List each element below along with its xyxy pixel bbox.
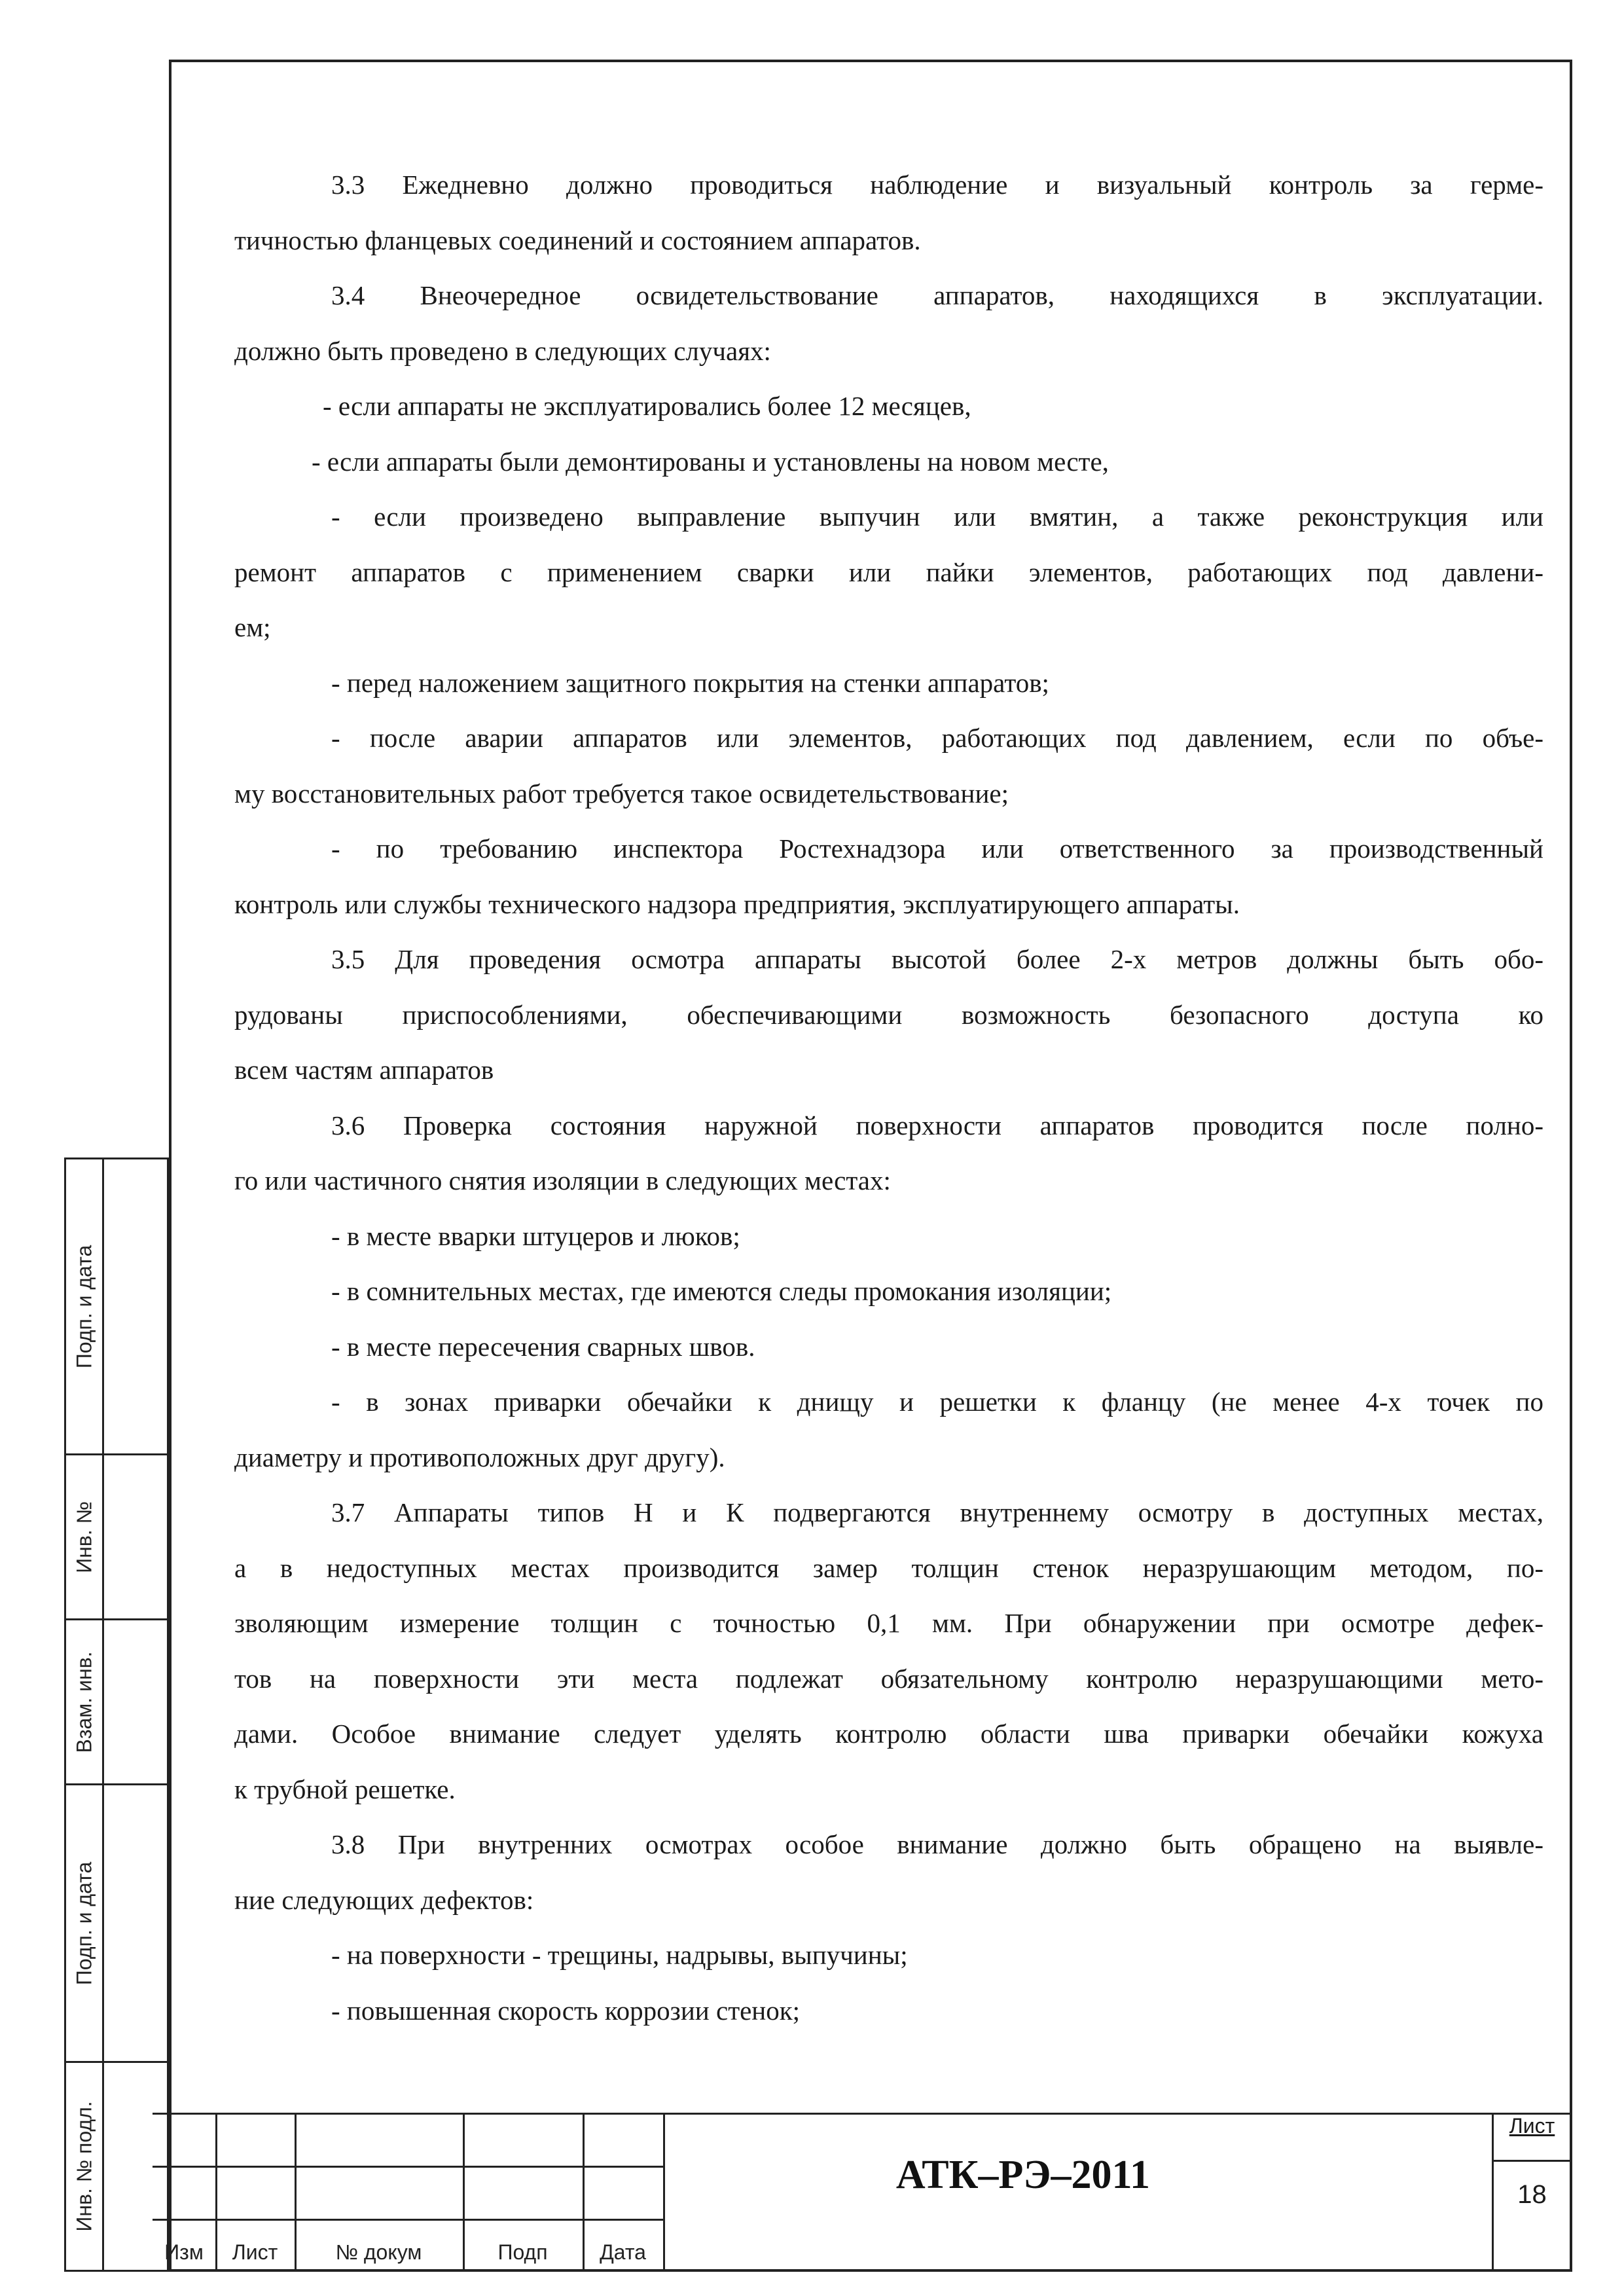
list-item: - повышенная скорость коррозии стенок;: [331, 1995, 801, 2026]
paragraph-3-7-line: к трубной решетке.: [234, 1774, 456, 1804]
paragraph-3-5-line: всем частям аппаратов: [234, 1055, 494, 1085]
sheet-label: Лист: [1509, 2114, 1555, 2138]
list-item: - на поверхности - трещины, надрывы, выпучины;: [331, 1940, 908, 1970]
stamp-label: Взам. инв.: [72, 1650, 96, 1753]
stamp-label: Подп. и дата: [72, 1861, 96, 1985]
title-block-rule: [153, 2166, 663, 2168]
title-block-rule: [1492, 2160, 1572, 2162]
title-block-rule: [153, 2219, 663, 2221]
paragraph-3-3-line: 3.3 Ежедневно должно проводиться наблюдение и визуальный контроль за герме-: [331, 170, 1543, 200]
list-item: - если аппараты были демонтированы и установлены на новом месте,: [312, 446, 1109, 477]
list-item-continuation: диаметру и противоположных друг другу).: [234, 1442, 725, 1472]
list-item: - в зонах приварки обечайки к днищу и решетки к фланцу (не менее 4-х точек по: [331, 1387, 1543, 1417]
stamp-label: Инв. №: [72, 1501, 96, 1573]
paragraph-3-5-line: рудованы приспособлениями, обеспечивающими возможность безопасного доступа ко: [234, 999, 1543, 1030]
list-item: - если аппараты не эксплуатировались более 12 месяцев,: [323, 391, 971, 421]
paragraph-3-7-line: дами. Особое внимание следует уделять контролю области шва приварки обечайки кожуха: [234, 1719, 1543, 1749]
list-item-continuation: му восстановительных работ требуется такое освидетельствование;: [234, 778, 1009, 809]
list-item: - в месте пересечения сварных швов.: [331, 1331, 755, 1362]
list-item: - в месте вварки штуцеров и люков;: [331, 1220, 740, 1251]
stamp-cell-sign-date: [64, 1783, 169, 2063]
title-block: [153, 2113, 1572, 2272]
column-header-list: Лист: [232, 2240, 278, 2264]
column-header-date: Дата: [600, 2240, 646, 2264]
stamp-label: Подп. и дата: [72, 1245, 96, 1368]
stamp-cell-inv-no: [64, 1453, 169, 1620]
paragraph-3-6-line: го или частичного снятия изоляции в следующих местах:: [234, 1165, 891, 1195]
paragraph-3-7-line: тов на поверхности эти места подлежат обязательному контролю неразрушающими мето-: [234, 1663, 1543, 1694]
paragraph-3-6-line: 3.6 Проверка состояния наружной поверхности аппаратов проводится после полно-: [331, 1110, 1543, 1140]
column-header-sign: Подп: [497, 2240, 548, 2264]
document-code: АТК–РЭ–2011: [895, 2153, 1151, 2197]
list-item: - перед наложением защитного покрытия на стенки аппаратов;: [331, 667, 1049, 698]
column-header-doc-no: № докум: [335, 2240, 422, 2264]
list-item: - после аварии аппаратов или элементов, работающих под давлением, если по объе-: [331, 723, 1543, 753]
paragraph-3-4-line: 3.4 Внеочередное освидетельствование аппаратов, находящихся в эксплуатации.: [331, 280, 1543, 310]
paragraph-3-7-line: зволяющим измерение толщин с точностью 0,1 мм. При обнаружении при осмотре дефек-: [234, 1608, 1543, 1638]
column-header-izm: Изм: [164, 2240, 204, 2264]
paragraph-3-7-line: а в недоступных местах производится замер толщин стенок неразрушающим методом, по-: [234, 1552, 1543, 1583]
stamp-cell-vzam-inv: [64, 1618, 169, 1785]
stamp-label: Инв. № подл.: [72, 2101, 96, 2232]
list-item: - по требованию инспектора Ростехнадзора или ответственного за производственный: [331, 833, 1543, 864]
paragraph-3-8-line: ние следующих дефектов:: [234, 1884, 534, 1915]
list-item-continuation: ем;: [234, 612, 271, 642]
paragraph-3-7-line: 3.7 Аппараты типов Н и К подвергаются внутреннему осмотру в доступных местах,: [331, 1497, 1543, 1527]
list-item-continuation: ремонт аппаратов с применением сварки или пайки элементов, работающих под давлени-: [234, 556, 1543, 587]
sheet-number: 18: [1517, 2180, 1547, 2209]
title-block-rule: [153, 2113, 1572, 2115]
paragraph-3-5-line: 3.5 Для проведения осмотра аппараты высотой более 2-х метров должны быть обо-: [331, 944, 1543, 974]
list-item: - в сомнительных местах, где имеются следы промокания изоляции;: [331, 1276, 1112, 1306]
paragraph-3-3-line: тичностью фланцевых соединений и состоянием аппаратов.: [234, 225, 921, 255]
stamp-cell-sign-date: [64, 1157, 169, 1455]
list-item-continuation: контроль или службы технического надзора предприятия, эксплуатирующего аппараты.: [234, 888, 1240, 919]
list-item: - если произведено выправление выпучин или вмятин, а также реконструкция или: [331, 501, 1543, 532]
paragraph-3-4-line: должно быть проведено в следующих случаях:: [234, 335, 771, 366]
paragraph-3-8-line: 3.8 При внутренних осмотрах особое внимание должно быть обращено на выявле-: [331, 1829, 1543, 1859]
document-body: [234, 157, 1543, 2038]
